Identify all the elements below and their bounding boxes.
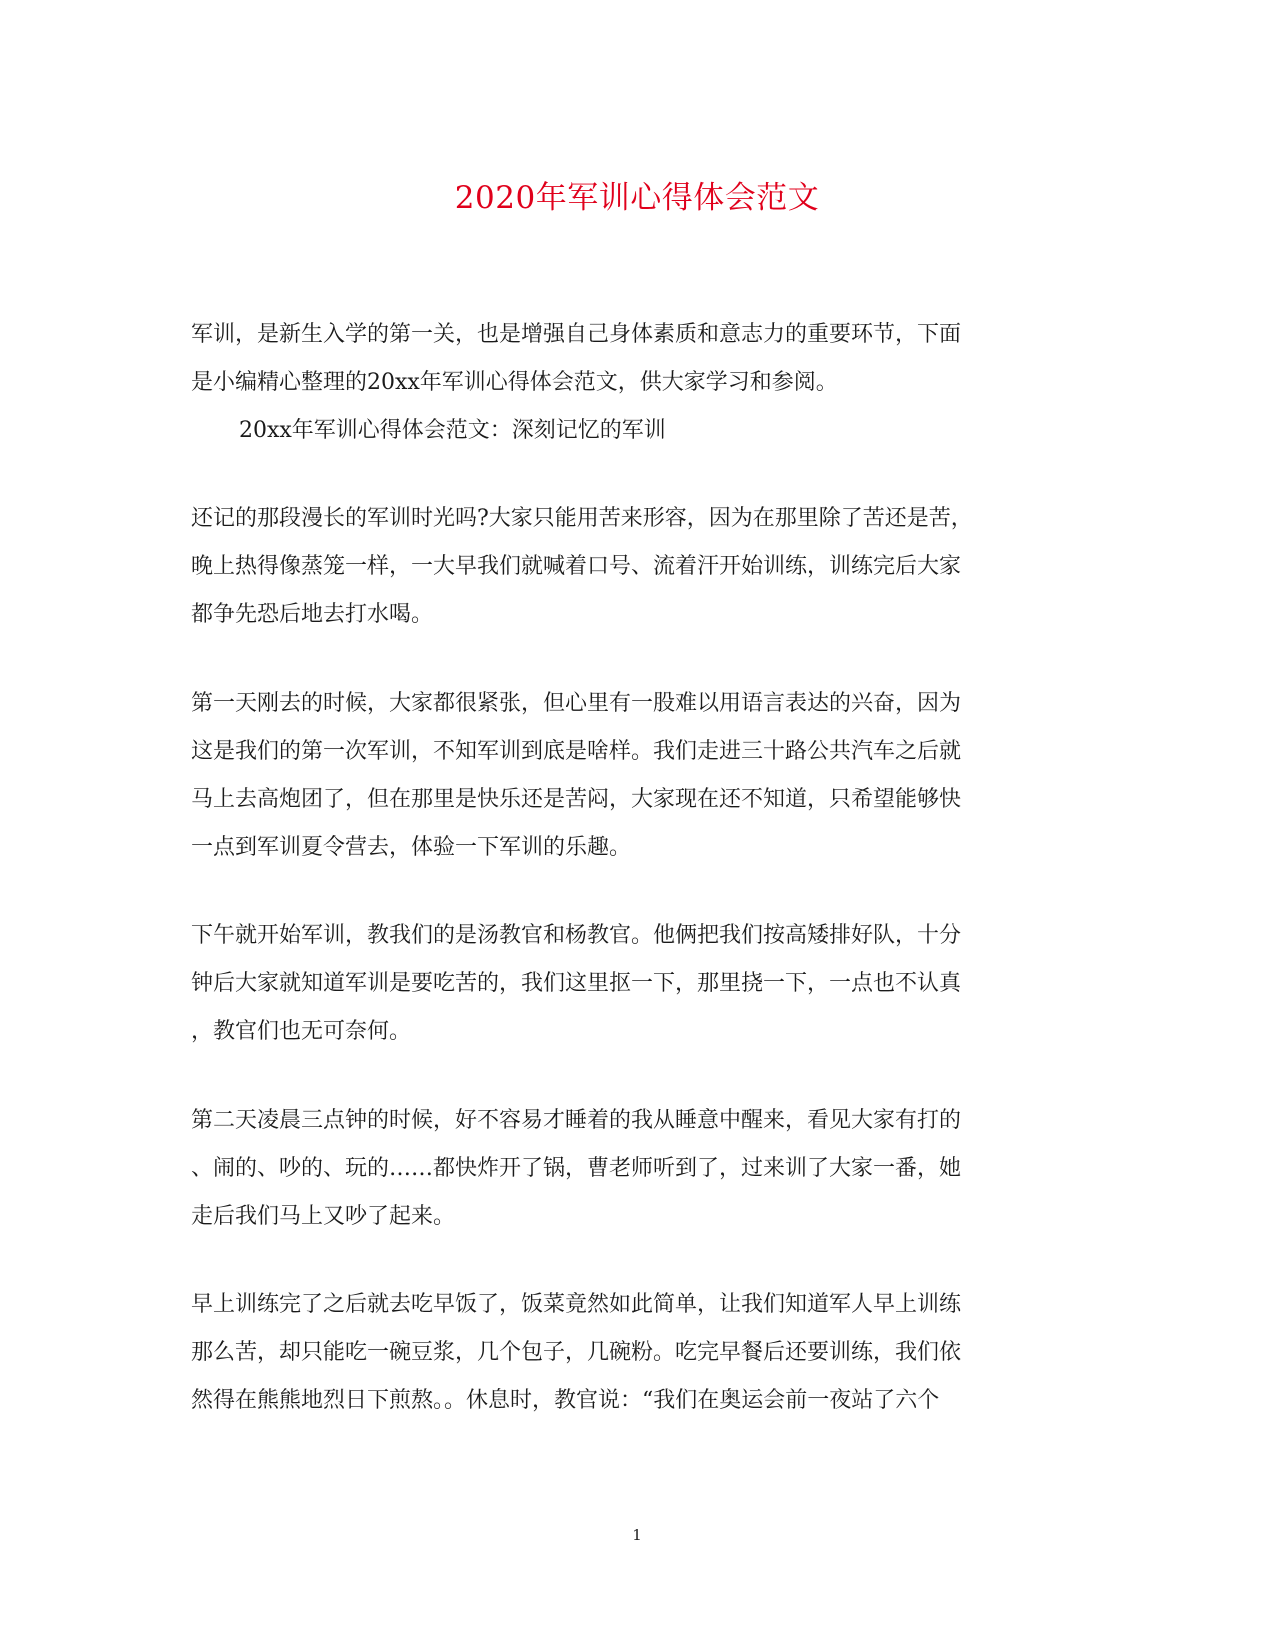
text-line: 第一天刚去的时候，大家都很紧张，但心里有一股难以用语言表达的兴奋，因为 bbox=[191, 691, 962, 716]
text-line: 、闹的、吵的、玩的……都快炸开了锅，曹老师听到了，过来训了大家一番，她 bbox=[191, 1156, 962, 1181]
text-line: 那么苦，却只能吃一碗豆浆，几个包子，几碗粉。吃完早餐后还要训练，我们依 bbox=[191, 1340, 962, 1365]
text-line: 然得在熊熊地烈日下煎熬。。休息时，教官说：“我们在奥运会前一夜站了六个 bbox=[191, 1388, 940, 1413]
text-line: 是小编精心整理的20xx年军训心得体会范文，供大家学习和参阅。 bbox=[191, 370, 838, 395]
text-line: ，教官们也无可奈何。 bbox=[191, 1019, 412, 1044]
text-line: 这是我们的第一次军训，不知军训到底是啥样。我们走进三十路公共汽车之后就 bbox=[191, 739, 962, 764]
text-line: 一点到军训夏令营去，体验一下军训的乐趣。 bbox=[191, 835, 632, 860]
text-line: 钟后大家就知道军训是要吃苦的，我们这里抠一下，那里挠一下，一点也不认真 bbox=[191, 971, 962, 996]
text-line: 马上去高炮团了，但在那里是快乐还是苦闷，大家现在还不知道，只希望能够快 bbox=[191, 787, 962, 812]
text-line: 晚上热得像蒸笼一样，一大早我们就喊着口号、流着汗开始训练，训练完后大家 bbox=[191, 554, 962, 579]
text-line: 第二天凌晨三点钟的时候，好不容易才睡着的我从睡意中醒来，看见大家有打的 bbox=[191, 1108, 962, 1133]
text-line: 早上训练完了之后就去吃早饭了，饭菜竟然如此简单，让我们知道军人早上训练 bbox=[191, 1292, 962, 1317]
section-subtitle: 20xx年军训心得体会范文：深刻记忆的军训 bbox=[239, 418, 666, 443]
document-title: 2020年军训心得体会范文 bbox=[454, 180, 820, 216]
intro-paragraph bbox=[191, 311, 1071, 455]
paragraph-1 bbox=[191, 495, 1071, 639]
text-line: 走后我们马上又吵了起来。 bbox=[191, 1204, 456, 1229]
paragraph-5 bbox=[191, 1281, 1071, 1425]
text-line: 还记的那段漫长的军训时光吗?大家只能用苦来形容，因为在那里除了苦还是苦， bbox=[191, 506, 973, 531]
paragraph-4 bbox=[191, 1097, 1071, 1241]
paragraph-2 bbox=[191, 680, 1071, 872]
text-line: 下午就开始军训，教我们的是汤教官和杨教官。他俩把我们按高矮排好队，十分 bbox=[191, 923, 962, 948]
text-line: 都争先恐后地去打水喝。 bbox=[191, 602, 434, 627]
page-number: 1 bbox=[632, 1526, 642, 1544]
text-line: 军训，是新生入学的第一关，也是增强自己身体素质和意志力的重要环节，下面 bbox=[191, 322, 962, 347]
paragraph-3 bbox=[191, 912, 1071, 1056]
